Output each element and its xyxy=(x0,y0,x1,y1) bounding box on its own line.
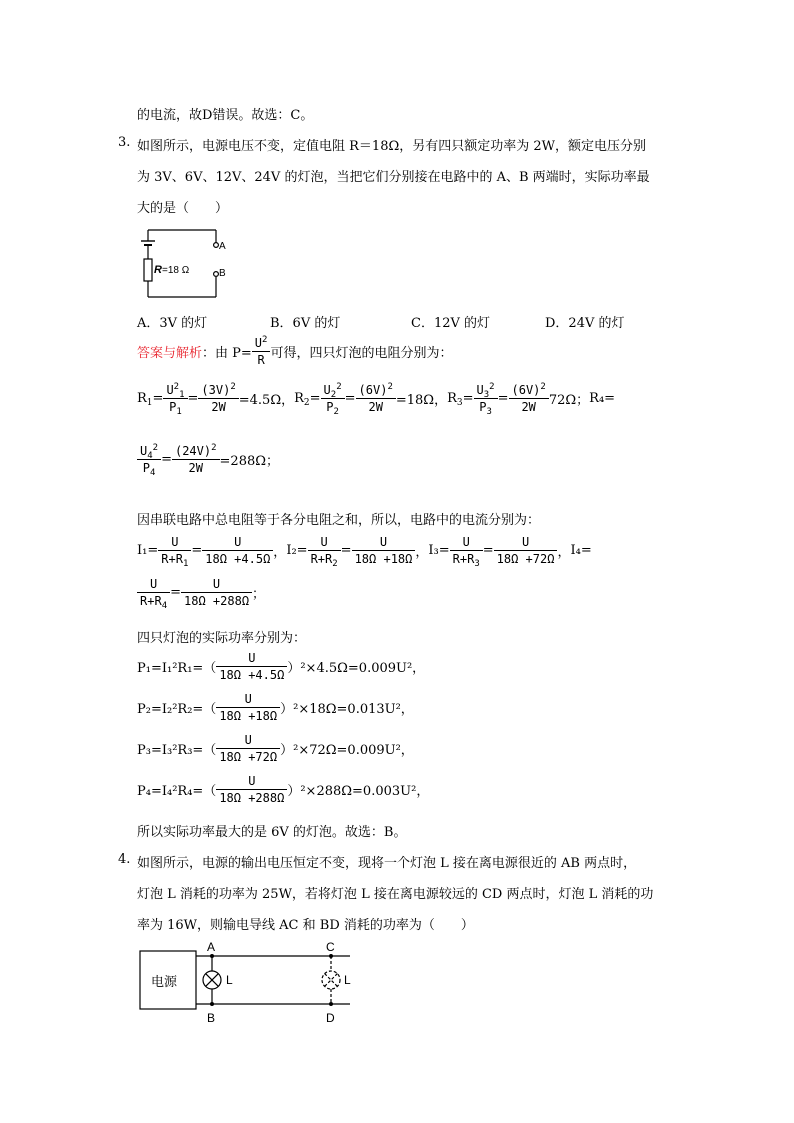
terminal-b-icon xyxy=(214,272,219,277)
i3-tail: ， xyxy=(557,545,571,560)
q3-power-line-2 xyxy=(137,693,414,722)
r1-result: =4.5Ω， xyxy=(238,393,295,408)
power-source-label: 电源 xyxy=(151,974,178,989)
i1-frac-a: $\frac{U}{R+R_1}$ xyxy=(158,536,191,565)
q4-label-a: A xyxy=(207,940,216,954)
power-formula-fraction xyxy=(252,337,271,366)
r2-lhs: $R_2=$ xyxy=(294,391,321,408)
r4-lhs: R₄= xyxy=(589,391,616,406)
q3-label-a: A xyxy=(219,241,226,252)
q3-label-b: B xyxy=(219,268,226,279)
i3-frac-a: $\frac{U}{R+R_3}$ xyxy=(450,536,483,565)
q3-circuit-diagram xyxy=(138,225,238,303)
pf-exp: 2 xyxy=(262,335,268,345)
p4-tail: ）²×288Ω=0.003U²， xyxy=(287,784,430,799)
r4-frac-b: $\frac{(24V)^2}{2W}$ xyxy=(172,445,220,474)
answer-label: 答案与解析 xyxy=(137,346,203,361)
p4-lhs: P₄=I₄²R₄=（ xyxy=(137,784,217,799)
p1-tail: ）²×4.5Ω=0.009U²， xyxy=(287,661,426,676)
i2-frac-a: $\frac{U}{R+R_2}$ xyxy=(308,536,341,565)
q3-line-3: 大的是（ ） xyxy=(137,201,229,216)
q3-label-r-value: =18 Ω xyxy=(162,265,190,276)
r4-result: =288Ω； xyxy=(219,454,280,469)
q4-label-c: C xyxy=(326,940,335,954)
q4-label-l1: L xyxy=(226,973,233,987)
i1-tail: ， xyxy=(273,545,287,560)
p2-frac: $\frac{U}{18\Omega +18\Omega}$ xyxy=(216,693,280,722)
r1-lhs: $R_1=$ xyxy=(137,391,164,408)
q3-power-line-4 xyxy=(137,775,429,804)
q3-power-line-3 xyxy=(137,734,414,763)
q3-line-2: 为 3V、6V、12V、24V 的灯泡，当把它们分别接在电路中的 A、B 两端时，实际功率最 xyxy=(137,170,650,185)
q4-line-1: 如图所示，电源的输出电压恒定不变，现将一个灯泡 L 接在离电源很近的 AB 两点时， xyxy=(137,856,637,871)
i1-frac-b: $\frac{U}{18\Omega +4.5\Omega}$ xyxy=(202,536,273,565)
q3-line-1: 如图所示，电源电压不变，定值电阻 R＝18Ω，另有四只额定功率为 2W，额定电压分别 xyxy=(137,139,647,154)
q4-label-l2: L xyxy=(344,973,351,987)
q4-label-b: B xyxy=(207,1011,216,1025)
i2-frac-b: $\frac{U}{18\Omega +18\Omega}$ xyxy=(352,536,416,565)
r4-frac-a: $\frac{U_4^2}{P_4}$ xyxy=(137,445,161,474)
q4-line-3: 率为 16W，则输电导线 AC 和 BD 消耗的功率为（ ） xyxy=(137,918,474,933)
q3-series-text: 因串联电路中总电阻等于各分电阻之和，所以，电路中的电流分别为： xyxy=(137,513,541,528)
p4-frac: $\frac{U}{18\Omega +288\Omega}$ xyxy=(216,775,287,804)
i4-tail: ； xyxy=(252,587,266,602)
q4-line-2: 灯泡 L 消耗的功率为 25W，若将灯泡 L 接在离电源较远的 CD 两点时，灯泡 L 消耗的功 xyxy=(137,887,654,902)
previous-answer-tail: 的电流，故D错误。故选：C。 xyxy=(137,108,314,123)
i4-lhs: I₄= xyxy=(570,543,592,558)
r2-frac-a: $\frac{U_2^2}{P_2}$ xyxy=(321,384,345,413)
i1-lhs: I₁= xyxy=(137,543,159,558)
r1-frac-a: $\frac{U^2_1}{P_1}$ xyxy=(163,384,187,413)
q3-power-intro: 四只灯泡的实际功率分别为： xyxy=(137,631,307,646)
pf-den: R xyxy=(257,353,265,367)
p1-lhs: P₁=I₁²R₁=（ xyxy=(137,661,217,676)
answer-intro-b: 可得，四只灯泡的电阻分别为： xyxy=(270,346,453,361)
q3-r4-line: $\frac{U_4^2}{P_4}$ = $\frac{(24V)^2}{2W}$ =288Ω； xyxy=(137,445,279,474)
p2-lhs: P₂=I₂²R₂=（ xyxy=(137,702,217,717)
q3-option-a: A．3V 的灯 xyxy=(137,316,208,331)
q3-option-c: C．12V 的灯 xyxy=(411,316,491,331)
r1-frac-b: $\frac{(3V)^2}{2W}$ xyxy=(198,384,238,413)
p3-lhs: P₃=I₃²R₃=（ xyxy=(137,743,217,758)
answer-intro-a: ：由 P= xyxy=(202,346,252,361)
i3-lhs: I₃= xyxy=(428,543,450,558)
q3-option-d: D．24V 的灯 xyxy=(545,316,625,331)
i4-frac-a: $\frac{U}{R+R_4}$ xyxy=(137,578,170,607)
q3-conclusion: 所以实际功率最大的是 6V 的灯泡。故选：B。 xyxy=(137,825,407,840)
q3-currents-line: I₁= $\frac{U}{R+R_1}$ = $\frac{U}{18\Omega +4.5\Omega}$ ， I₂= $\frac{U}{R+R_2}$ = $\frac{U}{18\Omega +18\Omega}$ ， I₃= $\frac{U}{R+R_3}$ = $\frac{U}{18\Omega +72\Omega}$ ， I₄= xyxy=(137,535,592,569)
r3-lhs: $R_3=$ xyxy=(447,391,474,408)
q4-circuit-diagram xyxy=(138,938,368,1028)
q3-power-line-1 xyxy=(137,652,425,681)
p3-frac: $\frac{U}{18\Omega +72\Omega}$ xyxy=(216,734,280,763)
i2-lhs: I₂= xyxy=(286,543,308,558)
r3-frac-a: $\frac{U_3^2}{P_3}$ xyxy=(474,384,498,413)
terminal-a-icon xyxy=(214,243,219,248)
p3-tail: ）²×72Ω=0.009U²， xyxy=(280,743,414,758)
q3-number: 3. xyxy=(118,135,131,150)
i4-frac-b: $\frac{U}{18\Omega +288\Omega}$ xyxy=(181,578,252,607)
r3-frac-b: $\frac{(6V)^2}{2W}$ xyxy=(509,384,549,413)
q3-answer-intro xyxy=(137,337,452,366)
r2-result: =18Ω， xyxy=(395,393,448,408)
p1-frac: $\frac{U}{18\Omega +4.5\Omega}$ xyxy=(216,652,287,681)
i3-frac-b: $\frac{U}{18\Omega +72\Omega}$ xyxy=(494,536,558,565)
i2-tail: ， xyxy=(415,545,429,560)
q3-resistance-line: $R_1=$ $\frac{U^2_1}{P_1}$ = $\frac{(3V)^2}{2W}$ =4.5Ω， $R_2=$ $\frac{U_2^2}{P_2}$ = $\frac{(6V)^2}{2W}$ =18Ω， $R_3=$ $\frac{U_3^2}{P_3}$ = $\frac{(6V)^2}{2W}$ 72Ω； R₄= xyxy=(137,382,616,417)
q3-i4-line: $\frac{U}{R+R_4}$ = $\frac{U}{18\Omega +288\Omega}$ ； xyxy=(137,578,265,607)
q4-label-d: D xyxy=(326,1011,335,1025)
r3-result: 72Ω； xyxy=(548,393,590,408)
q3-option-b: B．6V 的灯 xyxy=(270,316,341,331)
pf-num: U xyxy=(254,336,263,350)
p2-tail: ）²×18Ω=0.013U²， xyxy=(280,702,414,717)
q3-label-r: R xyxy=(154,264,162,276)
r2-frac-b: $\frac{(6V)^2}{2W}$ xyxy=(356,384,396,413)
q4-number: 4. xyxy=(118,852,131,867)
